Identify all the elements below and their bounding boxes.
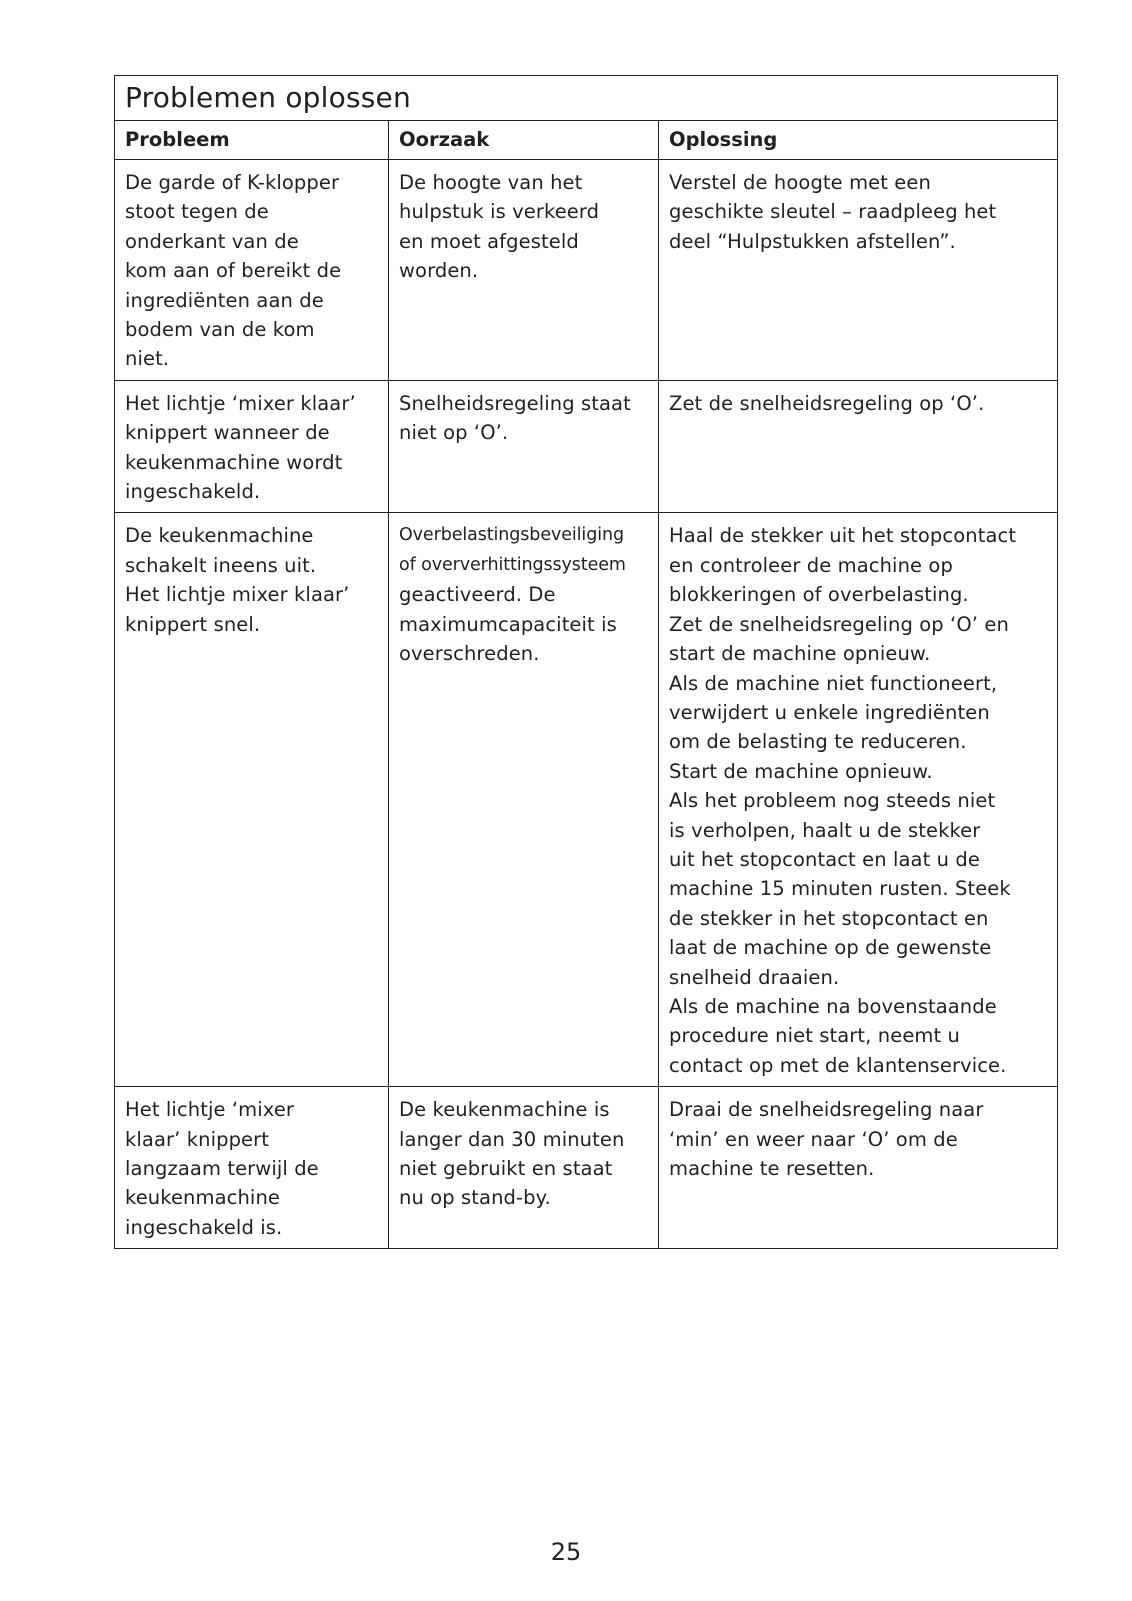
cell-probleem bbox=[115, 160, 389, 381]
cell-probleem bbox=[115, 1087, 389, 1249]
table-title: Problemen oplossen bbox=[115, 76, 1058, 121]
cell-oplossing bbox=[659, 513, 1058, 1087]
table-row bbox=[115, 513, 1058, 1087]
cell-text: geactiveerd. De maximumcapaciteit is overschreden. bbox=[399, 583, 617, 666]
cell-text: Verstel de hoogte met een geschikte sleutel – raadpleeg het deel “Hulpstukken afstellen”. bbox=[669, 171, 997, 253]
table-header-row bbox=[115, 121, 1058, 160]
cell-text: Het lichtje ‘mixer klaar’ knippert wanneer de keukenmachine wordt ingeschakeld. bbox=[125, 391, 356, 504]
header-oorzaak: Oorzaak bbox=[389, 121, 659, 160]
header-probleem: Probleem bbox=[115, 121, 389, 160]
cell-oplossing bbox=[659, 1087, 1058, 1249]
cell-text: De garde of K-klopper stoot tegen de onderkant van de kom aan of bereikt de ingrediënten aan de bodem van de kom niet. bbox=[125, 171, 342, 371]
cell-probleem bbox=[115, 380, 389, 513]
cell-oorzaak bbox=[389, 1087, 659, 1249]
table-row bbox=[115, 1087, 1058, 1249]
cell-text: Snelheidsregeling staat niet op ‘O’. bbox=[399, 391, 631, 445]
cell-oorzaak bbox=[389, 160, 659, 381]
cell-oplossing bbox=[659, 160, 1058, 381]
cell-probleem bbox=[115, 513, 389, 1087]
cell-text: Het lichtje ‘mixer klaar’ knippert langzaam terwijl de keukenmachine ingeschakeld is. bbox=[125, 1098, 319, 1239]
cell-text: Zet de snelheidsregeling op ‘O’. bbox=[669, 391, 985, 415]
cell-oplossing bbox=[659, 380, 1058, 513]
table-row bbox=[115, 380, 1058, 513]
cell-text: Draai de snelheidsregeling naar ‘min’ en weer naar ‘O’ om de machine te resetten. bbox=[669, 1098, 984, 1180]
table-title-row bbox=[115, 76, 1058, 121]
cell-text: Haal de stekker uit het stopcontact en controleer de machine op blokkeringen of overbelasting. Zet de snelheidsregeling op ‘O’ en start de machine opnieuw. Als de machine niet functioneert, verwijdert u enkele ingrediënten om de belasting te reduceren. Start de machine opnieuw. Als het probleem nog steeds niet is verholpen, haalt u de stekker uit het stopcontact en laat u de machine 15 minuten rusten. Steek de stekker in het stopcontact en laat de machine op de gewenste snelheid draaien. Als de machine na bovenstaande procedure niet start, neemt u contact op met de klantenservice. bbox=[669, 524, 1017, 1077]
cell-text: De keukenmachine schakelt ineens uit. Het lichtje mixer klaar’ knippert snel. bbox=[125, 524, 350, 636]
troubleshooting-table bbox=[114, 75, 1058, 1249]
cell-text: De hoogte van het hulpstuk is verkeerd en moet afgesteld worden. bbox=[399, 171, 600, 283]
header-oplossing: Oplossing bbox=[659, 121, 1058, 160]
cell-text-small: Overbelastingsbeveiliging of oververhittingssysteem bbox=[399, 525, 626, 575]
cell-oorzaak bbox=[389, 513, 659, 1087]
page-number: 25 bbox=[550, 1538, 582, 1566]
table-row bbox=[115, 160, 1058, 381]
cell-oorzaak bbox=[389, 380, 659, 513]
cell-text: De keukenmachine is langer dan 30 minuten niet gebruikt en staat nu op stand-by. bbox=[399, 1098, 625, 1210]
